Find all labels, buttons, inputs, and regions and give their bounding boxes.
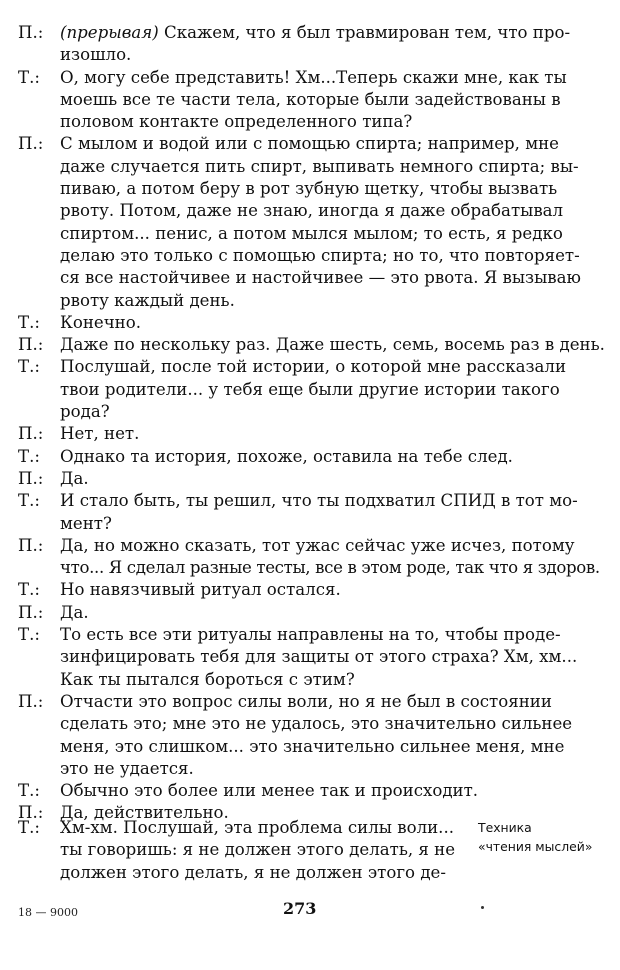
text-line: То есть все эти ритуалы направлены на то, чтобы проде- — [60, 625, 561, 645]
text-line: пиваю, а потом беру в рот зубную щетку, чтобы вызвать — [60, 179, 558, 199]
speaker-label: П.: — [18, 803, 44, 823]
dialogue-turn — [18, 67, 578, 134]
speaker-label: Т.: — [18, 580, 40, 600]
text-line: Даже по нескольку раз. Даже шесть, семь, восемь раз в день. — [60, 335, 605, 355]
turn-text — [60, 579, 578, 601]
page-number: 273 — [283, 899, 317, 918]
margin-note-line: Техника — [478, 820, 532, 835]
text-line: Конечно. — [60, 312, 142, 332]
dialogue-turn — [18, 535, 600, 580]
speaker-label: П.: — [18, 424, 44, 444]
text-line: Да. — [60, 602, 89, 622]
text-line: Нет, нет. — [60, 424, 140, 444]
turn-text — [60, 312, 578, 334]
text-line: Послушай, после той истории, о которой мне рассказали — [60, 357, 567, 377]
text-line: рвоту. Потом, даже не знаю, иногда я даже обрабатывал — [60, 201, 564, 221]
turn-text — [60, 423, 578, 445]
turn-text — [60, 356, 578, 423]
turn-text — [60, 67, 578, 134]
text-line: спиртом... пенис, а потом мылся мылом; то есть, я редко — [60, 223, 563, 243]
dialogue-turn — [18, 602, 578, 624]
speaker-label: Т.: — [18, 67, 40, 87]
text-line: делаю это только с помощью спирта; но то, что повторяет- — [60, 245, 580, 265]
margin-note-line: «чтения мыслей» — [478, 839, 593, 854]
dialogue-turn — [18, 446, 578, 468]
turn-text — [60, 817, 460, 884]
turn-text — [60, 446, 578, 468]
speaker-label: Т.: — [18, 781, 40, 801]
turn-text — [60, 334, 605, 356]
dialogue-turn — [18, 624, 578, 691]
text-line: рода? — [60, 402, 110, 422]
dialogue-turn — [18, 579, 578, 601]
dialogue-turn — [18, 133, 581, 311]
dialogue — [18, 22, 605, 825]
turn-text — [60, 468, 578, 490]
speaker-label: П.: — [18, 468, 44, 488]
turn-text — [60, 602, 578, 624]
turn-text — [60, 535, 600, 580]
text-line: Отчасти это вопрос силы воли, но я не был в состоянии — [60, 691, 552, 711]
speaker-label: П.: — [18, 602, 44, 622]
text-line: ся все настойчивее и настойчивее — это рвота. Я вызываю — [60, 268, 581, 288]
dialogue-turn — [18, 22, 578, 67]
turn-text — [60, 133, 581, 311]
text-line: Да, действительно. — [60, 803, 229, 823]
dialogue-turn — [18, 490, 578, 535]
speaker-label: Т.: — [18, 491, 40, 511]
text-line: Но навязчивый ритуал остался. — [60, 580, 341, 600]
turn-text — [60, 490, 578, 535]
speaker-label: П.: — [18, 335, 44, 355]
text-line: Однако та история, похоже, оставила на тебе след. — [60, 446, 513, 466]
text-line: (прерывая) Скажем, что я был травмирован тем, что про- — [60, 23, 571, 42]
text-line: Хм-хм. Послушай, эта проблема силы воли... — [60, 818, 455, 837]
text-line: что... Я сделал разные тесты, все в этом роде, так что я здоров. — [60, 558, 600, 578]
dialogue-turn — [18, 691, 578, 780]
dialogue-turn — [18, 780, 578, 802]
margin-note — [478, 818, 592, 856]
text-line: Обычно это более или менее так и происходит. — [60, 781, 479, 801]
text-line: И стало быть, ты решил, что ты подхватил СПИД в тот мо- — [60, 491, 578, 511]
speaker-label: Т.: — [18, 818, 40, 837]
text-line: меня, это слишком... это значительно сильнее меня, мне — [60, 736, 565, 756]
text-line: даже случается пить спирт, выпивать немного спирта; вы- — [60, 156, 579, 176]
dialogue-turn — [18, 334, 605, 356]
dialogue-turn — [18, 312, 578, 334]
speaker-label: Т.: — [18, 312, 40, 332]
text-line: сделать это; мне это не удалось, это значительно сильнее — [60, 714, 573, 734]
text-line: Да, но можно сказать, тот ужас сейчас уже исчез, потому — [60, 535, 575, 555]
text-line: это не удается. — [60, 758, 194, 778]
speaker-label: П.: — [18, 134, 44, 154]
text-line: С мылом и водой или с помощью спирта; например, мне — [60, 134, 559, 154]
text-line: изошло. — [60, 45, 132, 65]
dialogue-turn — [18, 423, 578, 445]
speaker-label: Т.: — [18, 625, 40, 645]
text-line: половом контакте определенного типа? — [60, 112, 413, 132]
text-line: мент? — [60, 513, 112, 533]
text-line: ты говоришь: я не должен этого делать, я не — [60, 840, 456, 860]
text-line: моешь все те части тела, которые были задействованы в — [60, 89, 561, 109]
turn-text — [60, 22, 578, 67]
dialogue-turn — [18, 468, 578, 490]
speaker-label: П.: — [18, 535, 44, 555]
speaker-label: Т.: — [18, 446, 40, 466]
scan-speck — [481, 906, 484, 909]
text-line: О, могу себе представить! Хм...Теперь скажи мне, как ты — [60, 67, 567, 87]
printer-signature: 18 — 9000 — [18, 906, 78, 919]
speaker-label: П.: — [18, 23, 44, 42]
text-line: рвоту каждый день. — [60, 290, 235, 310]
turn-text — [60, 780, 578, 802]
text-line: твои родители... у тебя еще были другие истории такого — [60, 379, 560, 399]
text-line: должен этого делать, я не должен этого де- — [60, 862, 446, 882]
text-line: Да. — [60, 468, 89, 488]
turn-text — [60, 691, 578, 780]
dialogue-turn — [18, 356, 578, 423]
speaker-label: Т.: — [18, 357, 40, 377]
speaker-label: П.: — [18, 691, 44, 711]
turn-text — [60, 624, 578, 691]
stage-direction: (прерывая) — [60, 23, 159, 42]
text-line: Как ты пытался бороться с этим? — [60, 669, 355, 689]
text-line: зинфицировать тебя для защиты от этого страха? Хм, хм... — [60, 647, 578, 667]
